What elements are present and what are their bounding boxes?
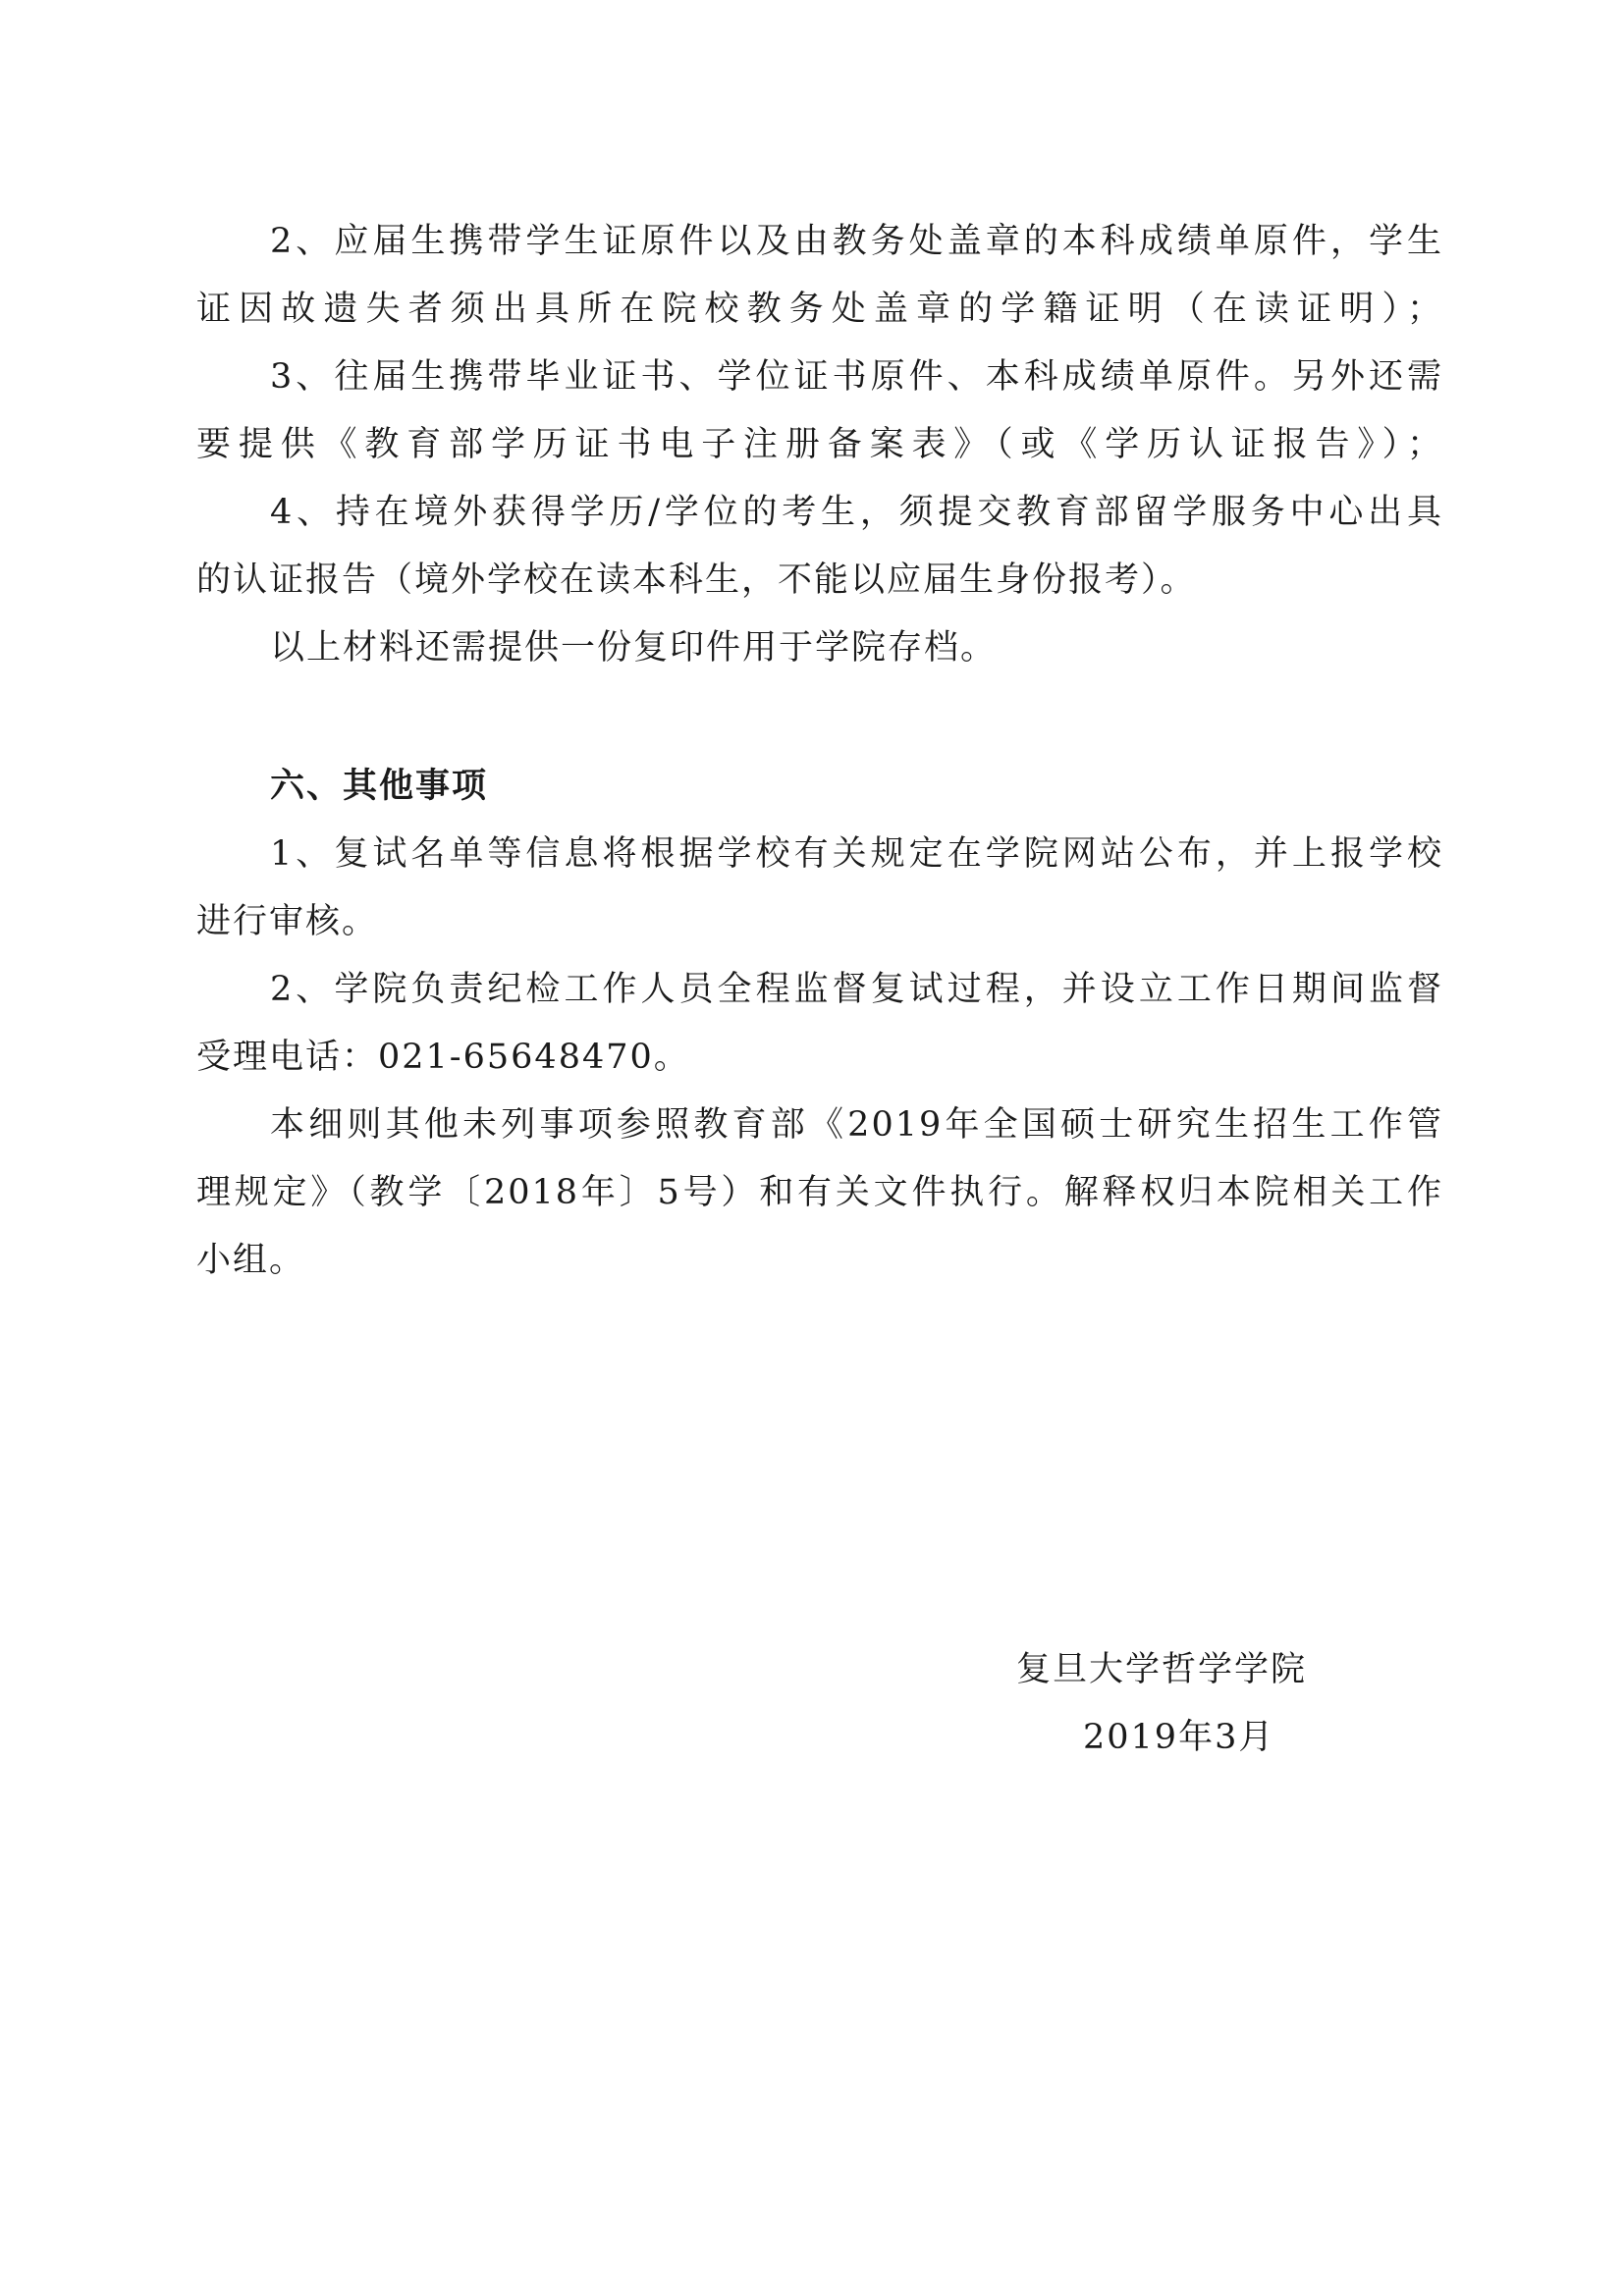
section6-item1-line2: 进行审核。 bbox=[196, 902, 379, 941]
signature-date: 2019年3月 bbox=[1083, 1718, 1275, 1757]
closing-line1: 本细则其他未列事项参照教育部《2019年全国硕士研究生招生工作管 bbox=[270, 1105, 1443, 1145]
closing-line3: 小组。 bbox=[196, 1241, 306, 1280]
signature-organization: 复旦大学哲学学院 bbox=[1016, 1650, 1308, 1689]
item4-line2: 的认证报告（境外学校在读本科生，不能以应届生身份报考）。 bbox=[196, 561, 1197, 600]
item4-line1: 4、持在境外获得学历/学位的考生，须提交教育部留学服务中心出具 bbox=[270, 493, 1443, 532]
item2-line2: 证因故遗失者须出具所在院校教务处盖章的学籍证明（在读证明）； bbox=[196, 290, 1443, 329]
materials-note: 以上材料还需提供一份复印件用于学院存档。 bbox=[270, 628, 998, 667]
closing-line2: 理规定》（教学〔2018年〕5号）和有关文件执行。解释权归本院相关工作 bbox=[196, 1173, 1443, 1212]
section6-item2-line2: 受理电话：021-65648470。 bbox=[196, 1038, 690, 1077]
section6-heading: 六、其他事项 bbox=[270, 767, 489, 806]
item2-line1: 2、应届生携带学生证原件以及由教务处盖章的本科成绩单原件，学生 bbox=[270, 222, 1443, 261]
section6-item1-line1: 1、复试名单等信息将根据学校有关规定在学院网站公布，并上报学校 bbox=[270, 834, 1443, 874]
section6-item2-line1: 2、学院负责纪检工作人员全程监督复试过程，并设立工作日期间监督 bbox=[270, 970, 1443, 1009]
item3-line1: 3、往届生携带毕业证书、学位证书原件、本科成绩单原件。另外还需 bbox=[270, 357, 1443, 397]
item3-line2: 要提供《教育部学历证书电子注册备案表》（或《学历认证报告》）； bbox=[196, 425, 1443, 464]
